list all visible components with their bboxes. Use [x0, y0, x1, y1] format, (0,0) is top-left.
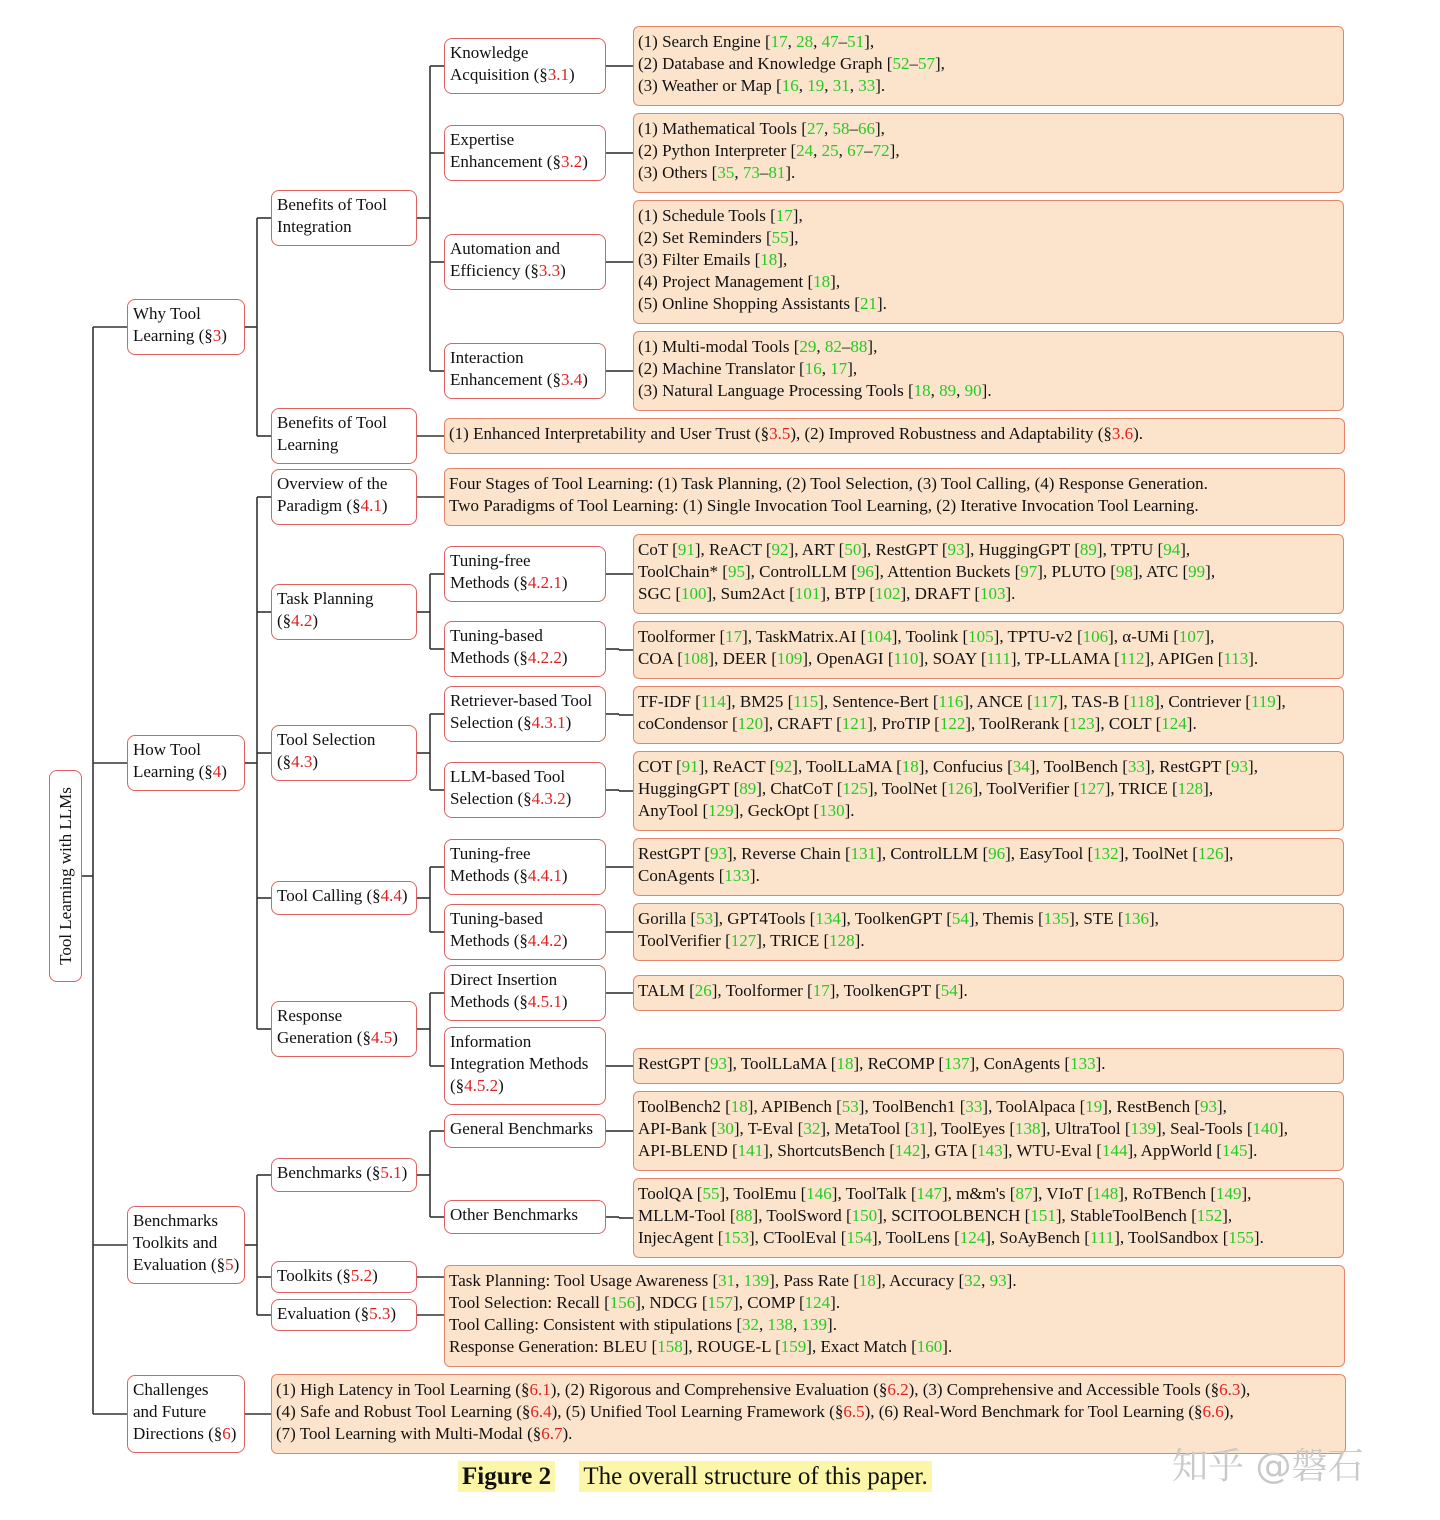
level1-why: Why Tool Learning (§3): [127, 299, 245, 355]
root-label: Tool Learning with LLMs: [55, 787, 75, 965]
level2-tool-calling: Tool Calling (§4.4): [271, 881, 417, 915]
leaf-llm-based: COT [91], ReACT [92], ToolLLaMA [18], Confucius [34], ToolBench [33], RestGPT [93], HuggingGPT [89], ChatCoT [125], ToolNet [126], ToolVerifier [127], TRICE [128], AnyTool [129], GeckOpt [130].: [633, 751, 1344, 831]
level3-general: General Benchmarks: [444, 1114, 606, 1148]
leaf-info: RestGPT [93], ToolLLaMA [18], ReCOMP [137], ConAgents [133].: [633, 1048, 1344, 1084]
level3-info: Information Integration Methods (§4.5.2): [444, 1027, 606, 1105]
level2-benchmarks: Benchmarks (§5.1): [271, 1158, 417, 1192]
root-node: [49, 770, 82, 982]
leaf-tc-based: Gorilla [53], GPT4Tools [134], ToolkenGPT [54], Themis [135], STE [136], ToolVerifier [127], TRICE [128].: [633, 903, 1344, 961]
leaf-general: ToolBench2 [18], APIBench [53], ToolBench1 [33], ToolAlpaca [19], RestBench [93], API-Bank [30], T-Eval [32], MetaTool [31], ToolEyes [138], UltraTool [139], Seal-Tools [140], API-BLEND [141], ShortcutsBench [142], GTA [143], WTU-Eval [144], AppWorld [145].: [633, 1091, 1344, 1171]
leaf-retriever: TF-IDF [114], BM25 [115], Sentence-Bert [116], ANCE [117], TAS-B [118], Contriever [119], coCondensor [120], CRAFT [121], ProTIP [122], ToolRerank [123], COLT [124].: [633, 686, 1344, 744]
leaf-knowledge: (1) Search Engine [17, 28, 47–51], (2) Database and Knowledge Graph [52–57], (3) Weather or Map [16, 19, 31, 33].: [633, 26, 1344, 106]
level3-other: Other Benchmarks: [444, 1200, 606, 1234]
level2-tool-selection: Tool Selection (§4.3): [271, 725, 417, 781]
caption-text: The overall structure of this paper.: [579, 1461, 931, 1492]
leaf-benefits-learning: (1) Enhanced Interpretability and User Trust (§3.5), (2) Improved Robustness and Adaptability (§3.6).: [444, 418, 1345, 454]
level1-bench: Benchmarks Toolkits and Evaluation (§5): [127, 1206, 245, 1284]
level3-interaction: Interaction Enhancement (§3.4): [444, 343, 606, 399]
leaf-direct: TALM [26], Toolformer [17], ToolkenGPT [54].: [633, 975, 1344, 1011]
level2-response-gen: Response Generation (§4.5): [271, 1001, 417, 1057]
leaf-tp-based: Toolformer [17], TaskMatrix.AI [104], Toolink [105], TPTU-v2 [106], α-UMi [107], COA [108], DEER [109], OpenAGI [110], SOAY [111], TP-LLAMA [112], APIGen [113].: [633, 621, 1344, 679]
leaf-tc-free: RestGPT [93], Reverse Chain [131], ControlLLM [96], EasyTool [132], ToolNet [126], ConAgents [133].: [633, 838, 1344, 896]
level1-chal: Challenges and Future Directions (§6): [127, 1375, 245, 1453]
leaf-automation: (1) Schedule Tools [17], (2) Set Reminders [55], (3) Filter Emails [18], (4) Project Management [18], (5) Online Shopping Assistants [21].: [633, 200, 1344, 324]
level2-task-planning: Task Planning (§4.2): [271, 584, 417, 640]
level2-benefits-integration: Benefits of Tool Integration: [271, 190, 417, 246]
level3-tc-based: Tuning-based Methods (§4.4.2): [444, 904, 606, 960]
leaf-other: ToolQA [55], ToolEmu [146], ToolTalk [147], m&m's [87], VIoT [148], RoTBench [149], MLLM-Tool [88], ToolSword [150], SCITOOLBENCH [151], StableToolBench [152], InjecAgent [153], CToolEval [154], ToolLens [124], SoAyBench [111], ToolSandbox [155].: [633, 1178, 1344, 1258]
caption-label: Figure 2: [458, 1461, 555, 1492]
level3-tc-free: Tuning-free Methods (§4.4.1): [444, 839, 606, 895]
level3-automation: Automation and Efficiency (§3.3): [444, 234, 606, 290]
level1-how: How Tool Learning (§4): [127, 735, 245, 791]
leaf-tp-free: CoT [91], ReACT [92], ART [50], RestGPT [93], HuggingGPT [89], TPTU [94], ToolChain* [95], ControlLLM [96], Attention Buckets [97], PLUTO [98], ATC [99], SGC [100], Sum2Act [101], BTP [102], DRAFT [103].: [633, 534, 1344, 614]
level3-tp-free: Tuning-free Methods (§4.2.1): [444, 546, 606, 602]
leaf-chal: (1) High Latency in Tool Learning (§6.1), (2) Rigorous and Comprehensive Evaluation (§6.2), (3) Comprehensive and Accessible Tools (§6.3), (4) Safe and Robust Tool Learning (§6.4), (5) Unified Tool Learning Framework (§6.5), (6) Real-Word Benchmark for Tool Learning (§6.6), (7) Tool Learning with Multi-Modal (§6.7).: [271, 1374, 1346, 1454]
leaf-eval: Task Planning: Tool Usage Awareness [31, 139], Pass Rate [18], Accuracy [32, 93]. Tool Selection: Recall [156], NDCG [157], COMP [124]. Tool Calling: Consistent with stipulations [32, 138, 139]. Response Generation: BLEU [158], ROUGE-L [159], Exact Match [160].: [444, 1265, 1345, 1367]
figure-caption: [458, 1463, 932, 1491]
level3-llm-based: LLM-based Tool Selection (§4.3.2): [444, 762, 606, 818]
leaf-overview: Four Stages of Tool Learning: (1) Task Planning, (2) Tool Selection, (3) Tool Calling, (4) Response Generation. Two Paradigms of Tool Learning: (1) Single Invocation Tool Learning, (2) Iterative Invocation Tool Learning.: [444, 468, 1345, 526]
level3-retriever: Retriever-based Tool Selection (§4.3.1): [444, 686, 606, 742]
level2-evaluation: Evaluation (§5.3): [271, 1299, 417, 1331]
level3-expertise: Expertise Enhancement (§3.2): [444, 125, 606, 181]
level2-toolkits: Toolkits (§5.2): [271, 1261, 417, 1293]
watermark: 知乎 @磐石: [1172, 1446, 1364, 1487]
leaf-expertise: (1) Mathematical Tools [27, 58–66], (2) Python Interpreter [24, 25, 67–72], (3) Others [35, 73–81].: [633, 113, 1344, 193]
level2-benefits-learning: Benefits of Tool Learning: [271, 408, 417, 464]
level3-tp-based: Tuning-based Methods (§4.2.2): [444, 621, 606, 677]
level3-direct: Direct Insertion Methods (§4.5.1): [444, 965, 606, 1021]
leaf-interaction: (1) Multi-modal Tools [29, 82–88], (2) Machine Translator [16, 17], (3) Natural Language Processing Tools [18, 89, 90].: [633, 331, 1344, 411]
level3-knowledge: Knowledge Acquisition (§3.1): [444, 38, 606, 94]
level2-overview: Overview of the Paradigm (§4.1): [271, 469, 417, 525]
